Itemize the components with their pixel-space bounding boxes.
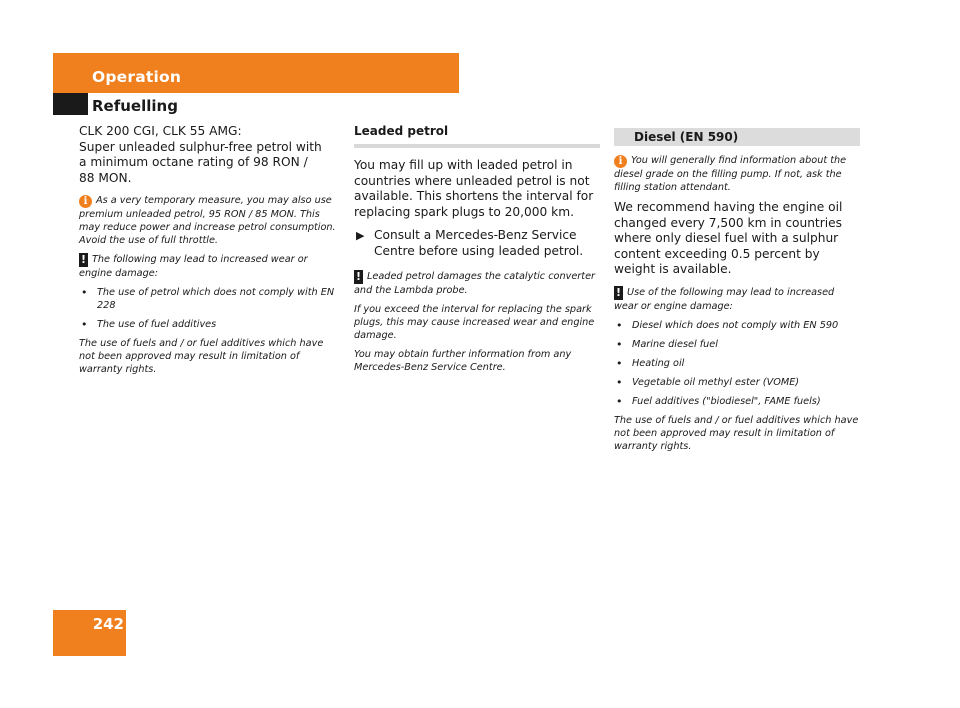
warning-bullet-list [614,319,860,408]
list-item: • Heating oil [614,357,860,370]
list-item: • Diesel which does not comply with EN 590 [614,319,860,332]
fuel-spec-line-3: a minimum octane rating of 98 RON / [79,155,308,170]
warning-bullet-list [79,286,341,331]
column-leaded-petrol [354,124,600,380]
subsection-marker [53,93,88,115]
list-item: • Marine diesel fuel [614,338,860,351]
action-step [354,228,600,259]
warning-note [354,270,600,297]
warning-note [614,286,860,313]
column-petrol [79,124,341,382]
warning-note-text: The following may lead to increased wear or engine damage: [79,254,308,280]
fuel-spec-line-1: CLK 200 CGI, CLK 55 AMG: [79,124,242,138]
list-item: • The use of fuel additives [79,318,341,331]
fuel-spec-line-4: 88 MON. [79,170,132,185]
warranty-note: The use of fuels and / or fuel additives which have not been approved may result in limitation of warranty rights. [614,414,859,452]
subsection-title: Refuelling [92,97,178,115]
fuel-spec-line-2: Super unleaded sulphur-free petrol with [79,139,322,154]
fuel-spec-paragraph [79,124,341,186]
warranty-note: The use of fuels and / or fuel additives which have not been approved may result in limitation of warranty rights. [79,338,324,376]
section-title: Operation [92,68,182,86]
action-step-text: Consult a Mercedes-Benz Service Centre before using leaded petrol. [374,228,584,258]
warning-icon: ! [355,269,362,283]
info-note-text: You will generally find information about the diesel grade on the filling pump. If not, ask the filling station attendant. [614,155,847,193]
service-centre-note: You may obtain further information from any Mercedes-Benz Service Centre. [354,348,572,373]
warning-note-text: Use of the following may lead to increased wear or engine damage: [614,286,835,312]
page-number [53,615,126,633]
info-note [79,194,341,247]
diesel-paragraph: We recommend having the engine oil changed every 7,500 km in countries where only diesel fuel with a sulphur content exceeding 0.5 percent by weight is available. [614,200,843,277]
list-item: • Vegetable oil methyl ester (VOME) [614,376,860,389]
warning-icon: ! [615,285,622,299]
warning-icon: ! [80,253,87,267]
leaded-petrol-paragraph: You may fill up with leaded petrol in countries where unleaded petrol is not available. This shortens the interval for replacing spark plugs to 20,000 km. [354,158,594,219]
warning-note-text: Leaded petrol damages the catalytic converter and the Lambda probe. [354,270,596,296]
column-diesel [614,128,860,459]
warning-note [79,253,341,280]
spark-plug-note: If you exceed the interval for replacing the spark plugs, this may cause increased wear and engine damage. [354,303,595,341]
list-item: • Fuel additives ("biodiesel", FAME fuels) [614,395,860,408]
leaded-petrol-heading: Leaded petrol [354,124,600,148]
diesel-heading: Diesel (EN 590) [614,128,860,146]
page-number-text: 242 [92,615,124,633]
info-icon: i [79,195,92,208]
arrow-right-icon: ▶ [356,229,365,243]
list-item: • The use of petrol which does not comply with EN 228 [79,286,341,312]
info-note [614,154,860,194]
info-icon: i [614,155,627,168]
info-note-text: As a very temporary measure, you may also use premium unleaded petrol, 95 RON / 85 MON. This may reduce power and increase petrol consumption. Avoid the use of full throttle. [79,195,336,247]
